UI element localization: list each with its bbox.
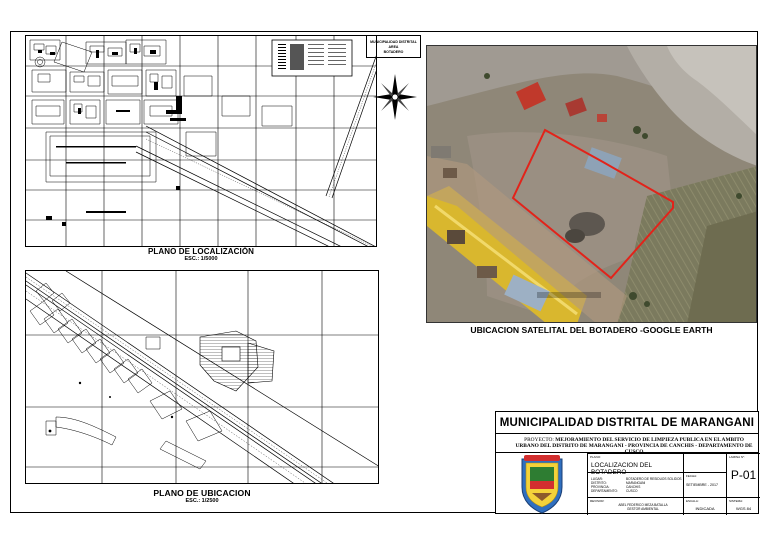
sistema-cell: [726, 497, 760, 515]
location-map: [25, 35, 377, 247]
location-map-caption: [25, 247, 377, 262]
fecha-label: FECHA:: [686, 474, 698, 478]
escala-cell: [683, 497, 727, 515]
location-map-title: PLANO DE LOCALIZACIÓN: [147, 247, 255, 256]
municipal-seal-icon: [496, 453, 588, 515]
satellite-caption: UBICACION SATELITAL DEL BOTADERO -GOOGLE EARTH: [470, 325, 713, 335]
title-block: [495, 411, 759, 514]
fecha-value: SETIEMBRE - 2017: [686, 483, 718, 487]
logo-cell: [496, 453, 588, 515]
inset-label-line1: MUNICIPALIDAD DISTRITAL: [370, 40, 417, 44]
departamento-value: CUSCO: [626, 489, 638, 493]
location-values: [626, 477, 682, 493]
lamina-cell: [726, 453, 760, 498]
location-map-scale: ESC.: 1/5000: [184, 256, 218, 262]
inset-label-line2: AREA: [388, 45, 399, 49]
blank-cell: [683, 453, 727, 473]
departamento-label: DEPARTAMENTO:: [591, 489, 618, 493]
situation-map-scale: ESC.: 1/2500: [185, 498, 219, 504]
lamina-value: P-01: [730, 468, 757, 482]
project-text: MEJORAMIENTO DEL SERVICIO DE LIMPIEZA PUBLICA EN EL AMBITO URBANO DEL DISTRITO DE MARANGANI - PROVINCIA DE CANCHIS - DEPARTAMENTO DE CUSCO: [515, 437, 753, 456]
location-labels: [591, 477, 618, 493]
fecha-cell: [683, 472, 727, 498]
location-info-cell: [587, 472, 684, 498]
sistema-value: WGS 84: [735, 506, 752, 511]
escala-value: INDICADA: [695, 506, 715, 511]
escala-label: ESCALA:: [686, 499, 699, 503]
project-label: PROYECTO:: [524, 437, 554, 443]
plano-label: PLANO:: [590, 455, 602, 459]
project-description: [496, 434, 758, 456]
distrito-label: DISTRITO:: [591, 481, 607, 485]
lugar-value: BOTADERO DE RESIDUOS SOLIDOS: [626, 477, 682, 481]
revisor-label: REVISOR:: [590, 499, 605, 503]
sistema-label: SISTEMA:: [729, 499, 744, 503]
provincia-label: PROVINCIA:: [591, 485, 610, 489]
lamina-label: LAMINA N°:: [729, 455, 746, 459]
revisor-value: ABEL FEDERICO MEZA BATALLA: [618, 503, 668, 507]
provincia-value: CANCHIS: [626, 485, 641, 489]
drawing-sheet: [10, 31, 758, 513]
satellite-image: [426, 45, 757, 323]
satellite-photo: [427, 46, 757, 323]
inset-label-line3: BOTADERO: [383, 50, 404, 54]
situation-map-drawing: [26, 271, 379, 484]
revisor-subtitle: GESTOR AMBIENTAL: [627, 507, 659, 511]
distrito-value: MARANGANI: [626, 481, 646, 485]
revisor-info: [608, 503, 678, 511]
north-arrow-icon: [371, 72, 419, 122]
situation-map: [25, 270, 379, 484]
lugar-label: LUGAR:: [591, 477, 603, 481]
plano-cell: [587, 453, 684, 476]
plano-value: LOCALIZACION DEL BOTADERO: [591, 462, 652, 476]
situation-map-title: PLANO DE UBICACION: [153, 488, 251, 498]
location-map-drawing: [26, 36, 377, 247]
municipality-title: MUNICIPALIDAD DISTRITAL DE MARANGANI: [496, 412, 758, 434]
situation-map-caption: [25, 488, 379, 504]
revisor-cell: [587, 497, 684, 515]
inset-label-box: [366, 35, 421, 58]
